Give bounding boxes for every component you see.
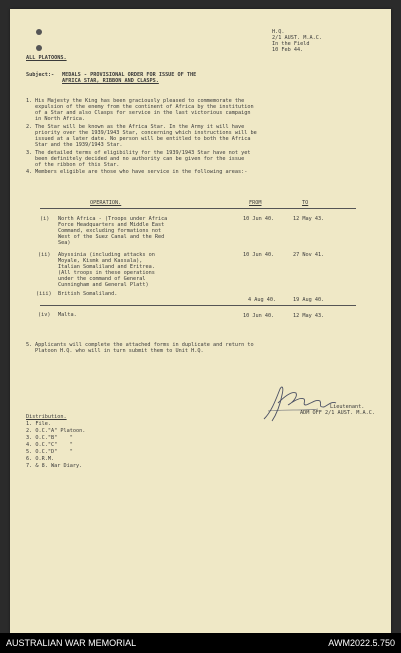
punch-hole: [36, 45, 42, 51]
paragraph-line: Platoon H.Q. who will in turn submit them to Unit H.Q.: [35, 348, 204, 354]
table-row-line: Command, excluding formations not: [58, 228, 162, 234]
distribution-item: 4. O.C."C" ": [26, 442, 73, 448]
footer-source: AUSTRALIAN WAR MEMORIAL: [6, 638, 137, 648]
header-line: 10 Feb 44.: [272, 47, 304, 53]
table-row-line: Moyale, Kismk and Kassala),: [58, 258, 143, 264]
archive-footer: [0, 633, 401, 653]
paragraph-line: Applicants will complete the attached forms in duplicate and return to: [35, 342, 254, 348]
subject-label: Subject:-: [26, 72, 55, 78]
paragraph-line: Star and the 1939/1943 Star.: [35, 142, 123, 148]
table-header-operation: OPERATION.: [90, 200, 122, 206]
paragraph-line: Members eligible are those who have service in the following areas:-: [35, 169, 248, 175]
table-row-line: Abyssinia (including attacks on: [58, 252, 155, 258]
paragraph-line: issued at a later date. No person will be entitled to both the Africa: [35, 136, 251, 142]
table-row-line: (All troops in these operations: [58, 270, 155, 276]
table-row-line: British Somaliland.: [58, 291, 118, 297]
paragraph-line: expulsion of the enemy from the continent of Africa by the institution: [35, 104, 254, 110]
paragraph-line: His Majesty the King has been graciously pleased to commemorate the: [35, 98, 245, 104]
paragraph-number: 4.: [26, 169, 33, 175]
table-row-from: 10 Jun 40.: [243, 252, 275, 258]
subject-line: MEDALS - PROVISIONAL ORDER FOR ISSUE OF THE: [62, 72, 197, 78]
paragraph-number: 5.: [26, 342, 33, 348]
table-row-number: (ii): [38, 252, 51, 258]
document-page: [10, 9, 391, 633]
paragraph-number: 2.: [26, 124, 33, 130]
table-rule: [40, 208, 356, 209]
distribution-title: Distribution.: [26, 414, 67, 420]
distribution-item: 5. O.C."D" ": [26, 449, 73, 455]
table-row-line: Malta.: [58, 312, 77, 318]
table-row-to: 27 Nov 41.: [293, 252, 325, 258]
distribution-item: 3. O.C."B" ": [26, 435, 73, 441]
paragraph-line: The detailed terms of eligibility for the 1939/1943 Star have not yet: [35, 150, 251, 156]
table-row-number: (i): [40, 216, 50, 222]
punch-hole: [36, 29, 42, 35]
paragraph-line: priority over the 1939/1943 Star, concerning which instructions will be: [35, 130, 257, 136]
table-header-from: FROM: [249, 200, 262, 206]
table-row-line: Italian Somaliland and Eritrea.: [58, 264, 155, 270]
paragraph-line: of the ribbon of this Star.: [35, 162, 120, 168]
distribution-item: 1. File.: [26, 421, 51, 427]
table-row-number: (iii): [36, 291, 52, 297]
table-rule: [40, 305, 356, 306]
paragraph-line: in North Africa.: [35, 116, 85, 122]
table-row-line: under the command of General: [58, 276, 146, 282]
subject-line: AFRICA STAR, RIBBON AND CLASPS.: [62, 78, 159, 84]
header-line: H.Q.: [272, 29, 285, 35]
table-row-line: West of the Suez Canal and the Red: [58, 234, 165, 240]
table-row-from: 10 Jun 40.: [243, 216, 275, 222]
table-row-from: 4 Aug 40.: [248, 297, 277, 303]
signature-signoff: Lieutenant.: [330, 404, 365, 410]
table-row-line: Force Headquarters and Middle East: [58, 222, 165, 228]
paragraph-number: 3.: [26, 150, 33, 156]
paragraph-line: been definitely decided and no authority can be given for the issue: [35, 156, 245, 162]
table-row-line: Sea): [58, 240, 71, 246]
header-line: 2/1 AUST. M.A.C.: [272, 35, 322, 41]
paragraph-line: of a Star and also Clasps for service in the last victorious campaign: [35, 110, 251, 116]
signature-unit: ADM OFF 2/1 AUST. M.A.C.: [300, 410, 375, 416]
table-row-to: 12 May 43.: [293, 313, 325, 319]
table-row-line: Cunningham and General Platt): [58, 282, 149, 288]
addressee: ALL PLATOONS.: [26, 55, 67, 61]
table-header-to: TO: [302, 200, 309, 206]
table-row-from: 10 Jun 40.: [243, 313, 275, 319]
handwritten-signature: [258, 381, 342, 425]
table-row-to: 19 Aug 40.: [293, 297, 325, 303]
distribution-item: 2. O.C."A" Platoon.: [26, 428, 86, 434]
distribution-item: 6. O.R.M.: [26, 456, 55, 462]
table-row-number: (iv): [38, 312, 51, 318]
paragraph-line: The Star will be known as the Africa Star. In the Army it will have: [35, 124, 245, 130]
header-line: In the Field: [272, 41, 310, 47]
paragraph-number: 1.: [26, 98, 33, 104]
footer-accession-number: AWM2022.5.750: [328, 638, 395, 648]
table-row-line: North Africa - (Troops under Africa: [58, 216, 168, 222]
table-row-to: 12 May 43.: [293, 216, 325, 222]
distribution-item: 7. & 8. War Diary.: [26, 463, 83, 469]
